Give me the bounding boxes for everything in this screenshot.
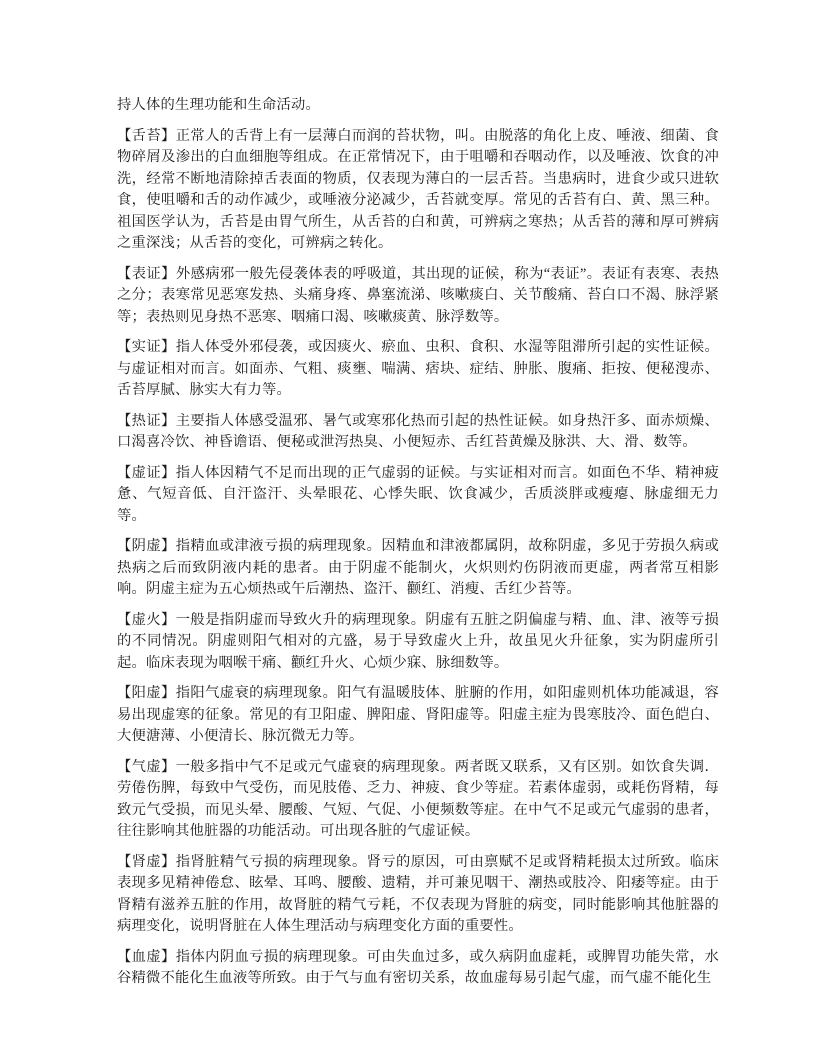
entry-definition: 指阳气虚衰的病理现象。阳气有温暖肢体、脏腑的作用，如阳虚则机体功能减退，容易出现虚寒的征象。常见的有卫阳虚、脾阳虚、肾阳虚等。阳虚主症为畏寒肢冷、面色皑白、大便溏薄、小便清长、脉沉微无力等。 [117,685,719,744]
continuation-paragraph [117,95,719,117]
entry-term: 【气虚】 [117,758,176,775]
entry-term: 【热证】 [117,412,176,429]
entry-definition: 指精血或津液亏损的病理现象。因精血和津液都属阴，故称阴虚，多见于劳损久病或热病之后而致阴液内耗的患者。由于阴虚不能制火，火炽则灼伤阴液而更虚，两者常互相影响。阴虚主症为五心烦热或午后潮热、盗汗、颧红、消瘦、舌红少苔等。 [117,538,719,597]
entry-term: 【虚证】 [117,464,176,481]
entry-paragraph-kidney-deficiency [117,852,719,938]
entry-definition: 指人体因精气不足而出现的正气虚弱的证候。与实证相对而言。如面色不华、精神疲惫、气短音低、自汗盗汗、头晕眼花、心悸失眠、饮食减少，舌质淡胖或瘦瘪、脉虚细无力等。 [117,464,719,524]
entry-paragraph-deficiency-fire [117,610,719,675]
entry-definition: 一般是指阴虚而导致火升的病理现象。阴虚有五脏之阴偏虚与精、血、津、液等亏损的不同情况。阴虚则阳气相对的亢盛，易于导致虚火上升，故虽见火升征象，实为阴虚所引起。临床表现为咽喉干痛、颧红升火、心烦少寐、脉细数等。 [117,611,719,671]
entry-paragraph-deficiency-syndrome [117,463,719,528]
entry-definition: 指人体受外邪侵袭，或因痰火、瘀血、虫积、食积、水湿等阻滞所引起的实性证候。与虚证相对而言。如面赤、气粗、痰壅、喘满、痞块、症结、肿胀、腹痛、拒按、便秘溲赤、舌苔厚腻、脉实大有力等。 [117,339,719,398]
entry-definition: 指体内阴血亏损的病理现象。可由失血过多，或久病阴血虚耗，或脾胃功能失常，水谷精微不能化生血液等所致。由于气与血有密切关系，故血虚每易引起气虚，而气虚不能化生 [117,948,719,986]
entry-term: 【实证】 [117,339,176,355]
entry-paragraph-yang-deficiency [117,683,719,748]
entry-definition: 指肾脏精气亏损的病理现象。肾亏的原因，可由禀赋不足或肾精耗损太过所致。临床表现多见精神倦怠、眩晕、耳鸣、腰酸、遗精，并可兼见咽干、潮热或肢冷、阳痿等症。由于肾精有滋养五脏的作用，故肾脏的精气亏耗，不仅表现为肾脏的病变，同时能影响其他脏器的病理变化，说明肾脏在人体生理活动与病理变化方面的重要性。 [117,853,719,934]
entry-term: 【表证】 [117,265,176,282]
entry-paragraph-exterior-syndrome [117,264,719,329]
entry-paragraph-blood-deficiency [117,947,719,990]
entry-term: 【舌苔】 [117,127,176,144]
entry-paragraph-qi-deficiency [117,757,719,843]
continuation-text: 持人体的生理功能和生命活动。 [117,97,320,113]
entry-definition: 正常人的舌背上有一层薄白而润的苔状物，叫。由脱落的角化上皮、唾液、细菌、食物碎屑及渗出的白血细胞等组成。在正常情况下，由于咀嚼和吞咽动作，以及唾液、饮食的冲洗，经常不断地清除掉舌表面的物质，仅表现为薄白的一层舌苔。当患病时，进食少或只进软食，使咀嚼和舌的动作减少，或唾液分泌减少，舌苔就变厚。常见的舌苔有白、黄、黑三种。祖国医学认为，舌苔是由胃气所生，从舌苔的白和黄，可辨病之寒热；从舌苔的薄和厚可辨病之重深浅；从舌苔的变化，可辨病之转化。 [117,127,719,251]
entry-paragraph-excess-syndrome [117,337,719,402]
entry-paragraph-yin-deficiency [117,536,719,601]
entry-term: 【肾虚】 [117,853,176,870]
entry-definition: 一般多指中气不足或元气虚衰的病理现象。两者既又联系，又有区别。如饮食失调．劳倦伤脾，每致中气受伤，而见肢倦、乏力、神疲、食少等症。若素体虚弱，或耗伤肾精，每致元气受损，而见头晕、腰酸、气短、气促、小便频数等症。在中气不足或元气虚弱的患者，往往影响其他脏器的功能活动。可出现各脏的气虚证候。 [117,758,719,839]
entry-term: 【虚火】 [117,611,176,628]
entry-term: 【血虚】 [117,948,176,965]
entry-definition: 外感病邪一般先侵袭体表的呼吸道，其出现的证候，称为“表证”。表证有表寒、表热之分；表寒常见恶寒发热、头痛身疼、鼻塞流涕、咳嗽痰白、关节酸痛、苔白口不渴、脉浮紧等；表热则见身热不恶寒、咽痛口渴、咳嗽痰黄、脉浮数等。 [117,265,719,325]
entry-definition: 主要指人体感受温邪、暑气或寒邪化热而引起的热性证候。如身热汗多、面赤烦燥、口渴喜冷饮、神昏谵语、便秘或泄泻热臭、小便短赤、舌红苔黄燥及脉洪、大、滑、数等。 [117,412,719,450]
entry-paragraph-tongue-coating [117,126,719,255]
page-content [117,95,719,999]
entry-term: 【阴虚】 [117,538,176,554]
entry-term: 【阳虚】 [117,685,176,701]
entry-paragraph-heat-syndrome [117,411,719,454]
